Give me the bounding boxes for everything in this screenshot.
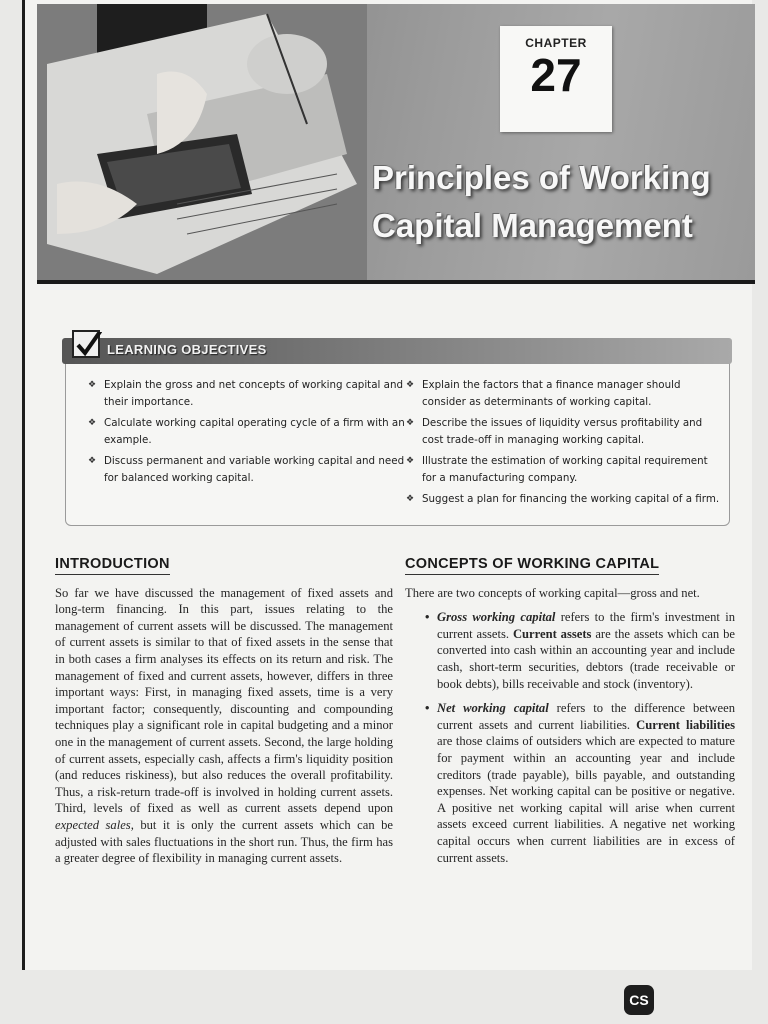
objectives-left-column — [88, 377, 418, 491]
banner-photo-illustration — [37, 4, 367, 284]
objective-item: ❖ Illustrate the estimation of working capital requirement for a manufacturing company. — [406, 455, 708, 484]
camscanner-logo: CS — [624, 985, 654, 1015]
chapter-label: CHAPTER — [525, 36, 587, 50]
diamond-bullet-icon: ❖ — [406, 456, 415, 466]
learning-objectives-heading: LEARNING OBJECTIVES — [107, 342, 267, 357]
learning-objectives-box — [65, 340, 730, 526]
chapter-title-line-2: Capital Management — [372, 207, 693, 244]
gross-term: Gross working capital — [437, 610, 556, 625]
objective-item: ❖ Calculate working capital operating cycle of a firm with an example. — [88, 417, 405, 446]
net-working-capital-bullet: • Net working capital refers to the difference between current assets and current liabilities. Current liabilities are those claims of outsiders which are expected to mature for payment within an accounting year and include creditors (trade payable), bills payable, and outstanding expenses. Net working capital can be positive or negative. A positive net working capital will arise when current assets exceed current liabilities. A negative net working capital occurs when current liabilities are in excess of current assets. — [425, 701, 735, 865]
gross-working-capital-bullet: • Gross working capital refers to the firm's investment in current assets. Current assets are the assets which can be converted into cash within an accounting year and include cash, short-term securities, debtors (trade receivable or book debts), bills receivable and stock (inventory). — [425, 610, 735, 691]
chapter-card — [500, 26, 612, 132]
chapter-title — [372, 154, 752, 250]
introduction-paragraph: So far we have discussed the management of fixed assets and long-term financing. In this part, issues relating to the management of current assets will be discussed. The management of current assets is similar to that of fixed assets in the sense that in both cases a firm analyses its effects on its return and risk. The management of fixed and current assets, however, differs in three important ways: First, in managing fixed assets, time is a very important factor; consequently, discounting and compounding techniques play a significant role in capital budgeting and a minor one in the management of current assets. Second, the large holding of current assets, especially cash, affects a firm's liquidity position (and reduces riskiness), but also reduces the overall profitability. Thus, a risk-return trade-off is involved in holding current assets. Third, levels of fixed as well as current assets depend upon expected sales, but it is only the current assets which can be adjusted with sales fluctuations in the short run. Thus, the firm has a greater degree of flexibility in managing current assets. — [55, 585, 394, 866]
objective-item: ❖ Explain the gross and net concepts of working capital and their importance. — [88, 379, 404, 408]
concepts-section — [405, 556, 735, 866]
bullet-dot-icon: • — [425, 701, 430, 716]
diamond-bullet-icon: ❖ — [406, 380, 415, 390]
learning-objectives-header — [62, 338, 732, 364]
net-term: Net working capital — [437, 701, 549, 716]
diamond-bullet-icon: ❖ — [88, 418, 97, 428]
diamond-bullet-icon: ❖ — [88, 456, 97, 466]
concepts-heading: CONCEPTS OF WORKING CAPITAL — [405, 556, 659, 575]
chapter-banner — [37, 4, 755, 284]
objectives-right-column — [406, 377, 721, 512]
chapter-number: 27 — [530, 49, 582, 101]
diamond-bullet-icon: ❖ — [406, 418, 415, 428]
objective-item: ❖ Discuss permanent and variable working capital and need for balanced working capital. — [88, 455, 405, 484]
diamond-bullet-icon: ❖ — [406, 494, 415, 504]
objective-item: ❖ Describe the issues of liquidity versus profitability and cost trade-off in managing working capital. — [406, 417, 703, 446]
diamond-bullet-icon: ❖ — [88, 380, 97, 390]
introduction-heading: INTRODUCTION — [55, 556, 170, 575]
bullet-dot-icon: • — [425, 610, 430, 625]
checkbox-icon — [72, 330, 100, 358]
introduction-section — [55, 556, 393, 867]
objective-item: ❖ Suggest a plan for financing the working capital of a firm. — [406, 491, 721, 508]
book-page — [22, 0, 752, 970]
objective-item: ❖ Explain the factors that a finance manager should consider as determinants of working capital. — [406, 379, 681, 408]
concepts-intro: There are two concepts of working capital—gross and net. — [405, 585, 700, 600]
chapter-title-line-1: Principles of Working — [372, 159, 711, 196]
